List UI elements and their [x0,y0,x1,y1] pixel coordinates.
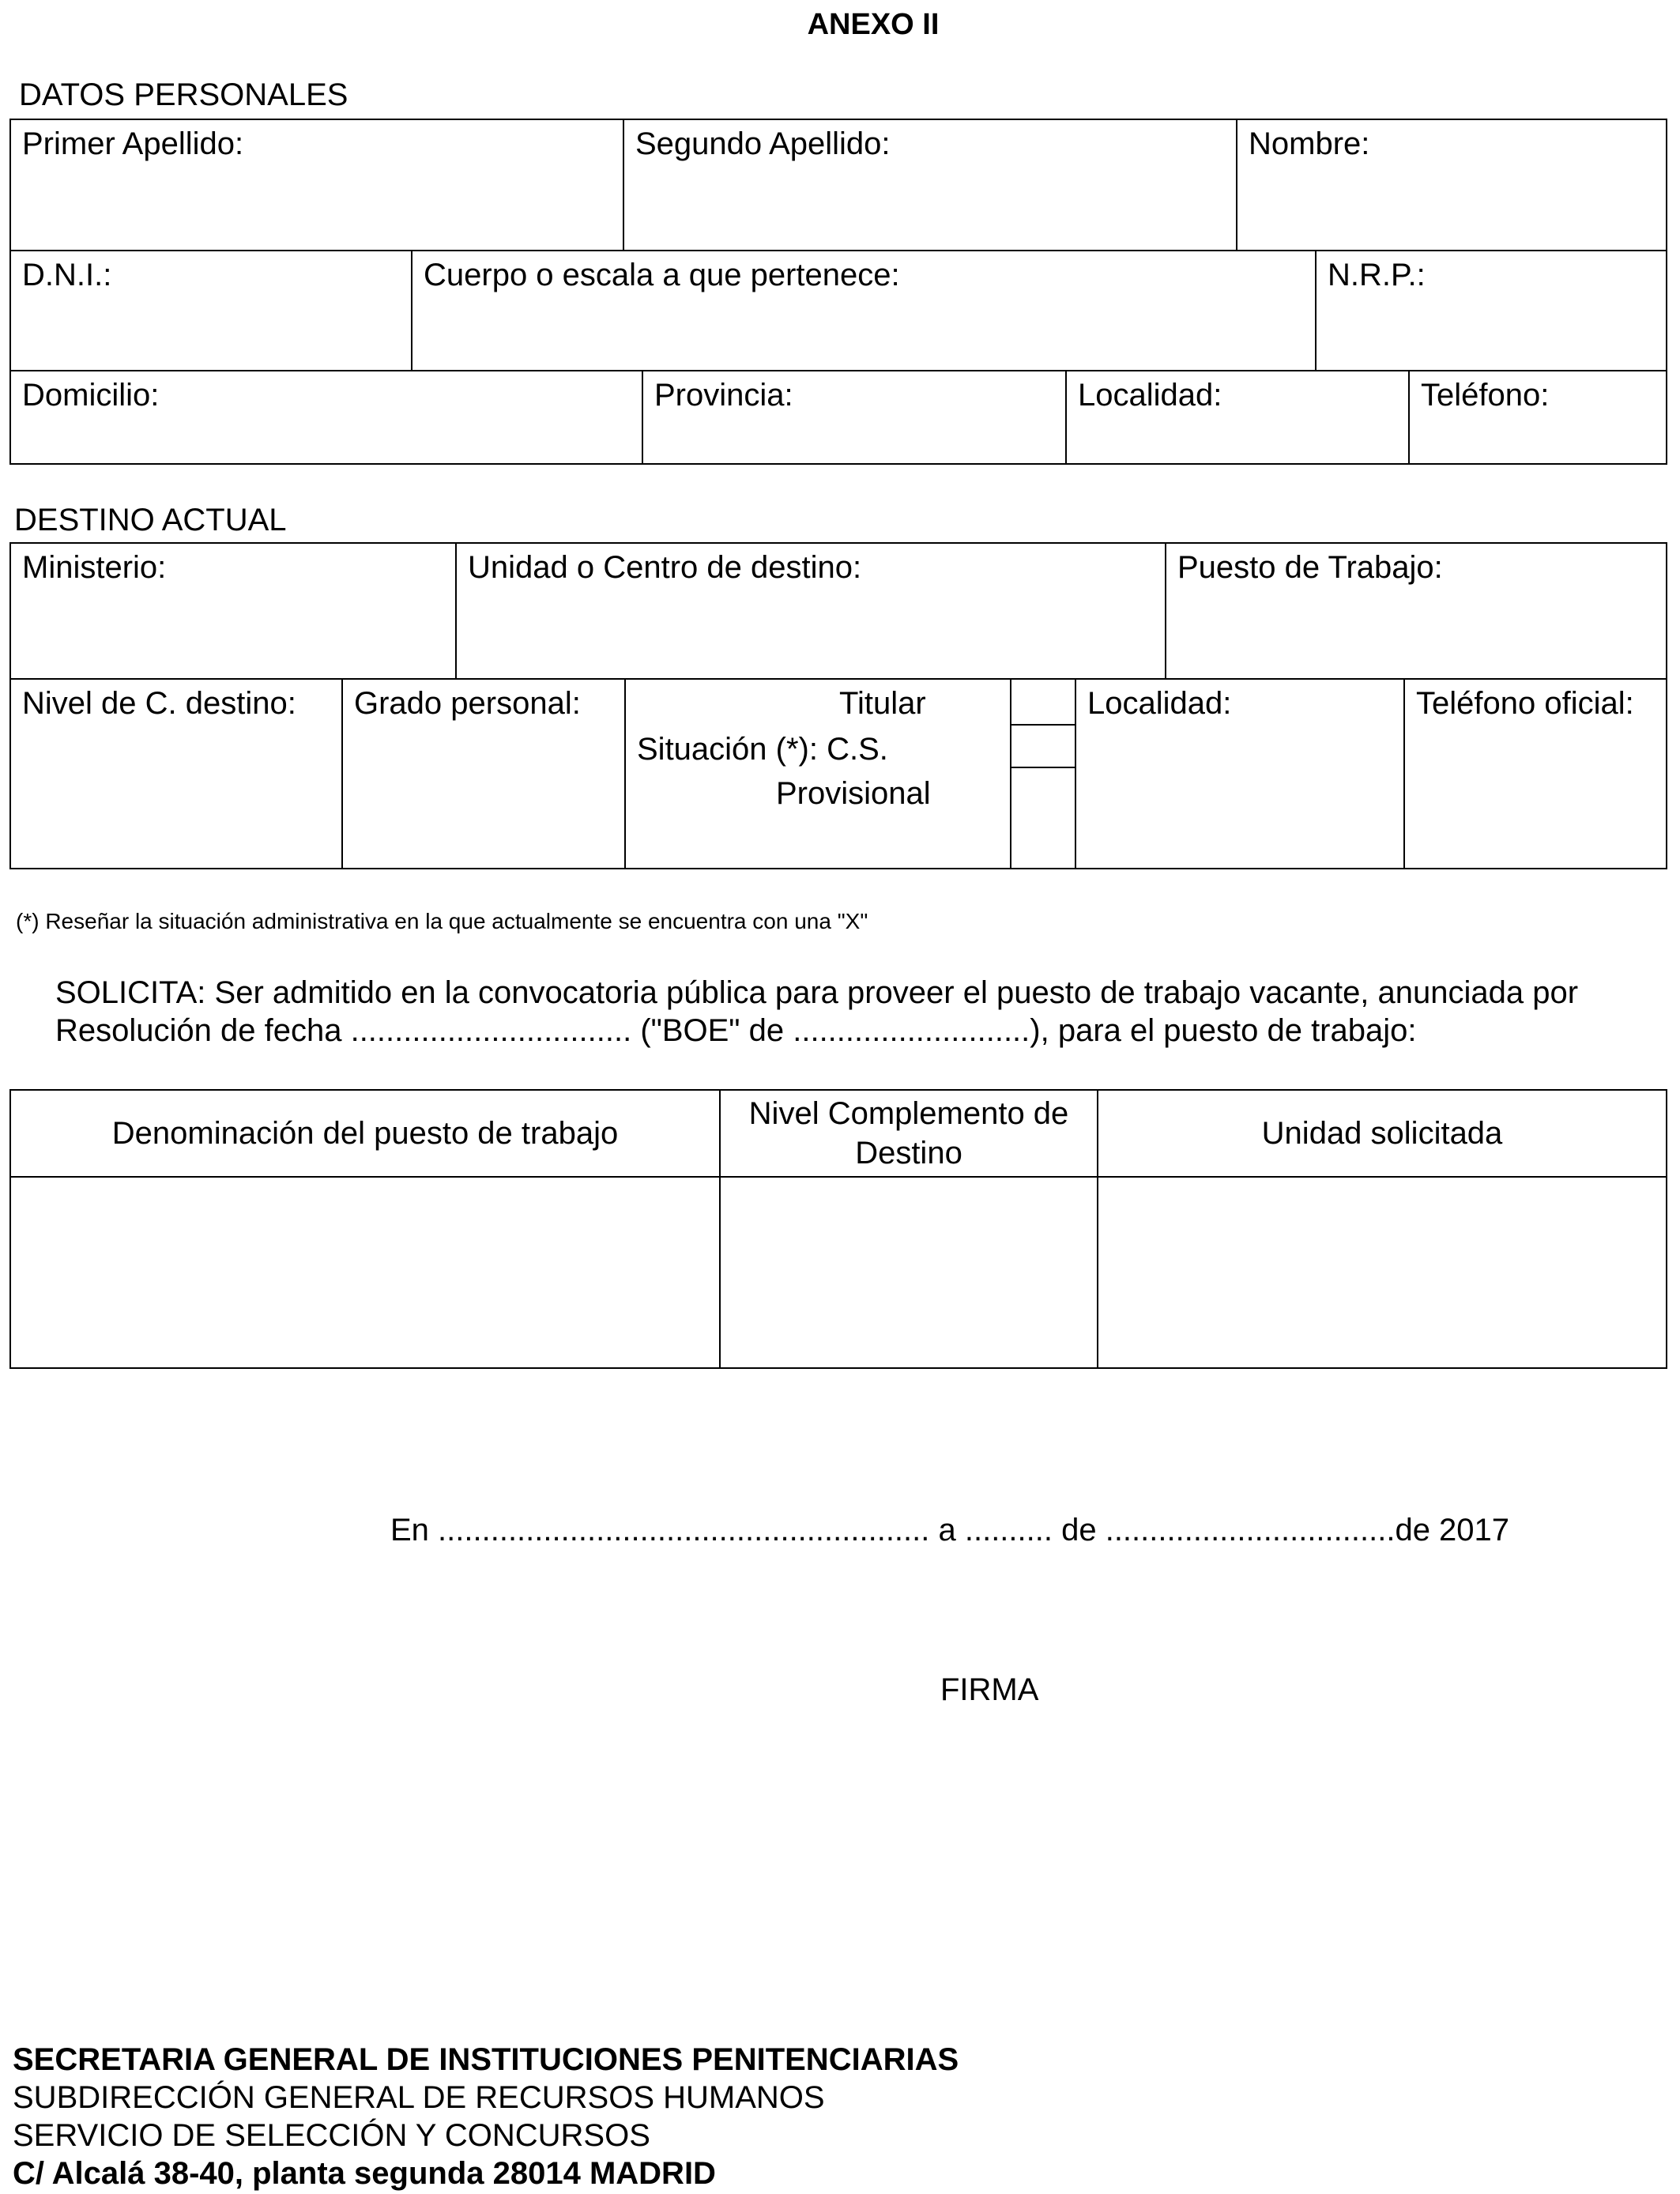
localidad-destino-label: Localidad: [1087,686,1232,721]
provincia-field[interactable] [643,371,1067,463]
grado-field[interactable] [343,680,626,868]
document-title: ANEXO II [807,8,940,41]
solicita-line-2: Resolución de fecha ................................ ("BOE" de ...........................), para el puesto de trabajo: [55,1013,1417,1048]
situacion-cell [626,680,1011,868]
primer-apellido-field[interactable] [11,120,624,251]
situacion-note: (*) Reseñar la situación administrativa en la que actualmente se encuentra con una "X" [16,909,868,933]
grado-label: Grado personal: [354,686,581,721]
datos-personales-heading: DATOS PERSONALES [19,77,348,112]
cuerpo-field[interactable] [412,251,1317,371]
domicilio-label: Domicilio: [22,378,160,413]
puesto-label: Puesto de Trabajo: [1177,550,1443,585]
footer-servicio: SERVICIO DE SELECCIÓN Y CONCURSOS [13,2118,650,2153]
titular-checkbox[interactable] [1011,680,1075,726]
solicita-line-1: SOLICITA: Ser admitido en la convocatoria pública para proveer el puesto de trabajo vacante, anunciada por [55,975,1579,1010]
destino-actual-heading: DESTINO ACTUAL [14,503,287,537]
dni-field[interactable] [11,251,412,371]
unidad-label: Unidad o Centro de destino: [468,550,862,585]
segundo-apellido-field[interactable] [624,120,1237,251]
localidad-destino-field[interactable] [1076,680,1405,868]
provisional-checkbox[interactable] [1011,768,1075,866]
localidad-field[interactable] [1067,371,1410,463]
firma-label: FIRMA [940,1672,1039,1707]
puesto-header-denominacion: Denominación del puesto de trabajo [11,1091,721,1178]
puesto-table [9,1089,1667,1369]
nrp-field[interactable] [1317,251,1666,371]
ministerio-label: Ministerio: [22,550,167,585]
ministerio-field[interactable] [11,544,457,680]
dni-label: D.N.I.: [22,258,112,292]
situacion-provisional-label: Provisional [776,776,931,811]
primer-apellido-label: Primer Apellido: [22,126,244,161]
nivel-label: Nivel de C. destino: [22,686,296,721]
telefono-field[interactable] [1410,371,1666,463]
puesto-header-unidad: Unidad solicitada [1098,1091,1666,1178]
situacion-label: Situación (*): C.S. [637,732,888,767]
puesto-field[interactable] [1166,544,1666,680]
nivel-complemento-input[interactable] [721,1178,1098,1367]
nombre-label: Nombre: [1249,126,1370,161]
destino-actual-table [9,542,1667,869]
telefono-oficial-label: Teléfono oficial: [1416,686,1634,721]
footer-address: C/ Alcalá 38-40, planta segunda 28014 MADRID [13,2156,716,2191]
situacion-titular-label: Titular [839,686,926,721]
situacion-checkboxes [1011,680,1076,868]
date-line: En ........................................................ a .......... de .................................de 2017 [390,1513,1510,1547]
cuerpo-label: Cuerpo o escala a que pertenece: [424,258,900,292]
nombre-field[interactable] [1237,120,1666,251]
datos-personales-table [9,119,1667,465]
denominacion-input[interactable] [11,1178,721,1367]
telefono-label: Teléfono: [1421,378,1550,413]
unidad-solicitada-input[interactable] [1098,1178,1666,1367]
footer-subdireccion: SUBDIRECCIÓN GENERAL DE RECURSOS HUMANOS [13,2080,825,2115]
localidad-label: Localidad: [1078,378,1222,413]
nrp-label: N.R.P.: [1328,258,1426,292]
unidad-field[interactable] [457,544,1166,680]
puesto-header-nivel: Nivel Complemento de Destino [721,1091,1098,1178]
provincia-label: Provincia: [654,378,793,413]
nivel-field[interactable] [11,680,343,868]
cs-checkbox[interactable] [1011,726,1075,768]
telefono-oficial-field[interactable] [1405,680,1666,868]
segundo-apellido-label: Segundo Apellido: [635,126,891,161]
footer-secretaria: SECRETARIA GENERAL DE INSTITUCIONES PENITENCIARIAS [13,2042,959,2077]
domicilio-field[interactable] [11,371,643,463]
